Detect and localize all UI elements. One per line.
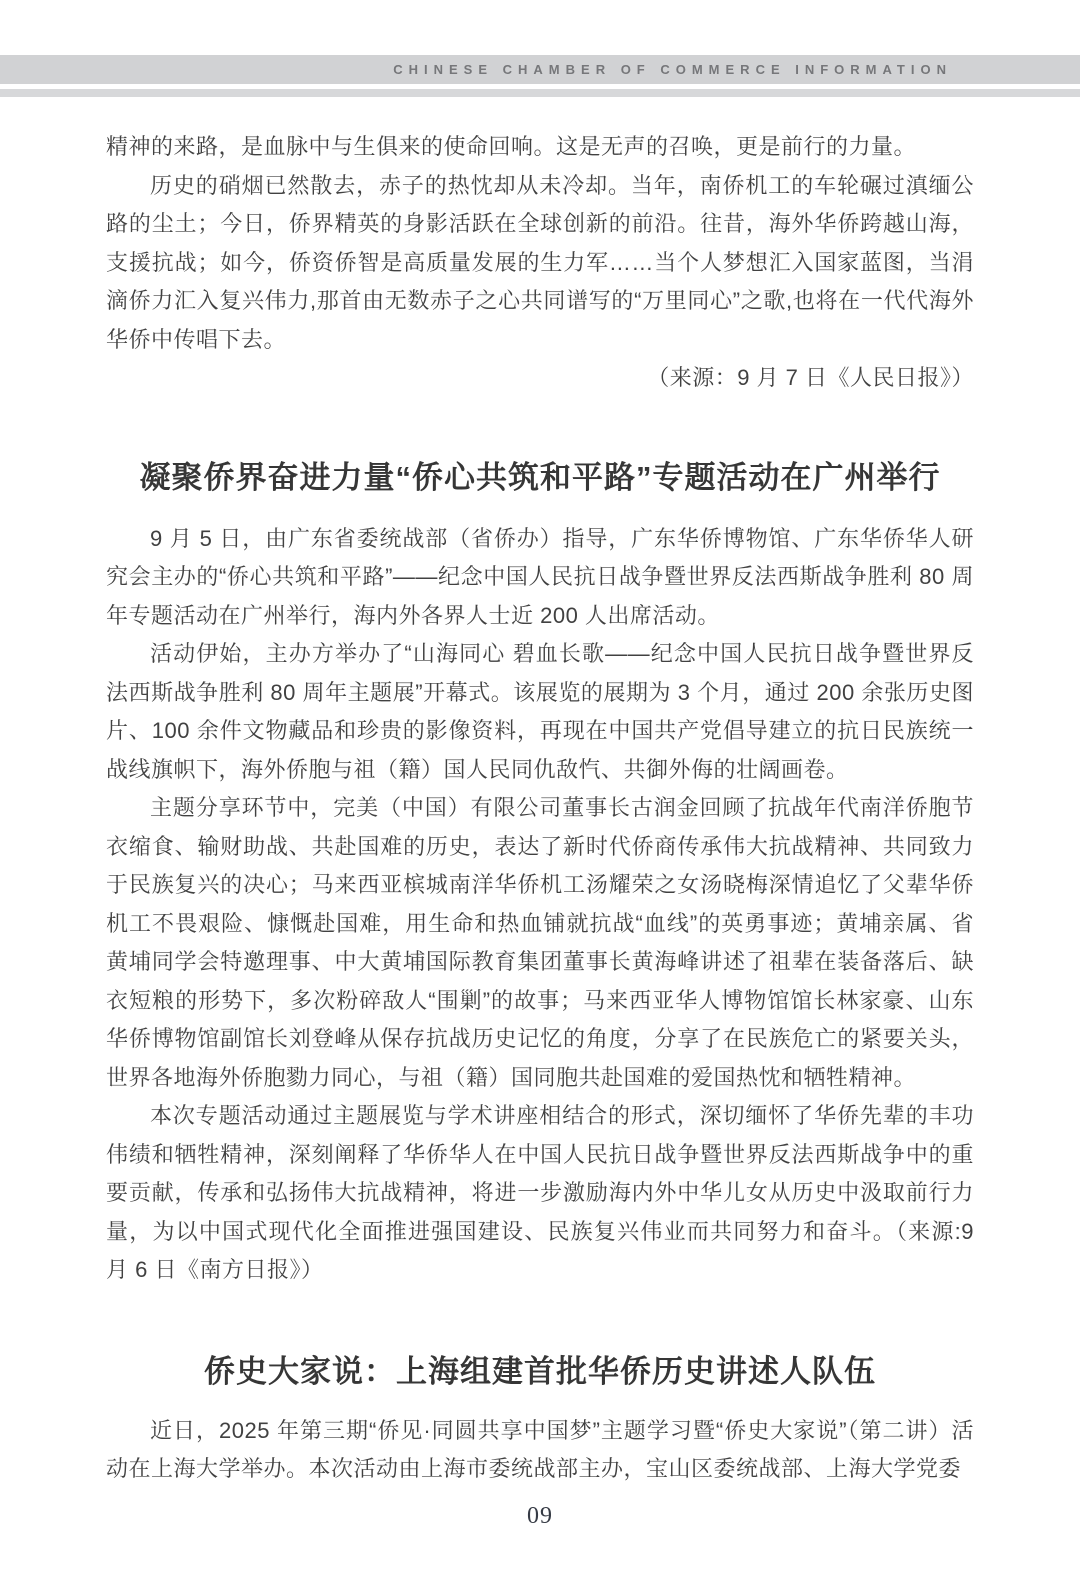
- article-title: 凝聚侨界奋进力量“侨心共筑和平路”专题活动在广州举行: [139, 459, 941, 495]
- article-guangzhou: [106, 456, 974, 1290]
- article-paragraph: 9 月 5 日，由广东省委统战部（省侨办）指导，广东华侨博物馆、广东华侨华人研究会主办的“侨心共筑和平路”——纪念中国人民抗日战争暨世界反法西斯战争胜利 80 周年专题活动在广州举行，海内外各界人士近 200 人出席活动。: [106, 525, 974, 628]
- lead-article-closing: [106, 128, 974, 398]
- article-paragraph: 近日，2025 年第三期“侨见·同圆共享中国梦”主题学习暨“侨史大家说”（第二讲）活动在上海大学举办。本次活动由上海市委统战部主办，宝山区委统战部、上海大学党委: [106, 1417, 974, 1481]
- source-citation: （来源：9 月 7 日《人民日报》）: [647, 365, 974, 390]
- article-title: 侨史大家说：上海组建首批华侨历史讲述人队伍: [204, 1353, 876, 1389]
- article-body: [106, 520, 974, 1290]
- page-number: 09: [527, 1503, 553, 1529]
- header-banner-bar: [0, 55, 1080, 84]
- article-paragraph: 本次专题活动通过主题展览与学术讲座相结合的形式，深切缅怀了华侨先辈的丰功伟绩和牺牲精神，深刻阐释了华侨华人在中国人民抗日战争暨世界反法西斯战争中的重要贡献，传承和弘扬伟大抗战精神，将进一步激励海内外中华儿女从历史中汲取前行力量，为以中国式现代化全面推进强国建设、民族复兴伟业而共同努力和奋斗。（来源:9 月 6 日《南方日报》）: [106, 1103, 974, 1282]
- article-paragraph: 主题分享环节中，完美（中国）有限公司董事长古润金回顾了抗战年代南洋侨胞节衣缩食、输财助战、共赴国难的历史，表达了新时代侨商传承伟大抗战精神、共同致力于民族复兴的决心；马来西亚槟城南洋华侨机工汤耀荣之女汤晓梅深情追忆了父辈华侨机工不畏艰险、慷慨赴国难，用生命和热血铺就抗战“血线”的英勇事迹；黄埔亲属、省黄埔同学会特邀理事、中大黄埔国际教育集团董事长黄海峰讲述了祖辈在装备落后、缺衣短粮的形势下，多次粉碎敌人“围剿”的故事；马来西亚华人博物馆馆长林家豪、山东华侨博物馆副馆长刘登峰从保存抗战历史记忆的角度，分享了在民族危亡的紧要关头，世界各地海外侨胞勠力同心，与祖（籍）国同胞共赴国难的爱国热忱和牺牲精神。: [106, 795, 974, 1090]
- article-shanghai: [106, 1350, 974, 1489]
- banner-title: CHINESE CHAMBER OF COMMERCE INFORMATION: [393, 62, 952, 77]
- header-accent-bar: [0, 89, 1080, 97]
- page-header: [0, 55, 1080, 97]
- article-body: [106, 1412, 974, 1489]
- page-footer: [0, 1490, 1080, 1580]
- newsletter-page: [0, 55, 1080, 1580]
- lead-paragraph: 精神的来路，是血脉中与生俱来的使命回响。这是无声的召唤，更是前行的力量。: [106, 134, 917, 159]
- lead-paragraph: 历史的硝烟已然散去，赤子的热忱却从未冷却。当年，南侨机工的车轮碾过滇缅公路的尘土；今日，侨界精英的身影活跃在全球创新的前沿。往昔，海外华侨跨越山海，支援抗战；如今，侨资侨智是高质量发展的生力军……当个人梦想汇入国家蓝图，当涓滴侨力汇入复兴伟力,那首由无数赤子之心共同谱写的“万里同心”之歌,也将在一代代海外华侨中传唱下去。: [106, 172, 974, 352]
- article-paragraph: 活动伊始，主办方举办了“山海同心 碧血长歌——纪念中国人民抗日战争暨世界反法西斯战争胜利 80 周年主题展”开幕式。该展览的展期为 3 个月，通过 200 余张历史图片、100 余件文物藏品和珍贵的影像资料，再现在中国共产党倡导建立的抗日民族统一战线旗帜下，海外侨胞与祖（籍）国人民同仇敌忾、共御外侮的壮阔画卷。: [106, 641, 974, 782]
- page-content: [0, 128, 1080, 1489]
